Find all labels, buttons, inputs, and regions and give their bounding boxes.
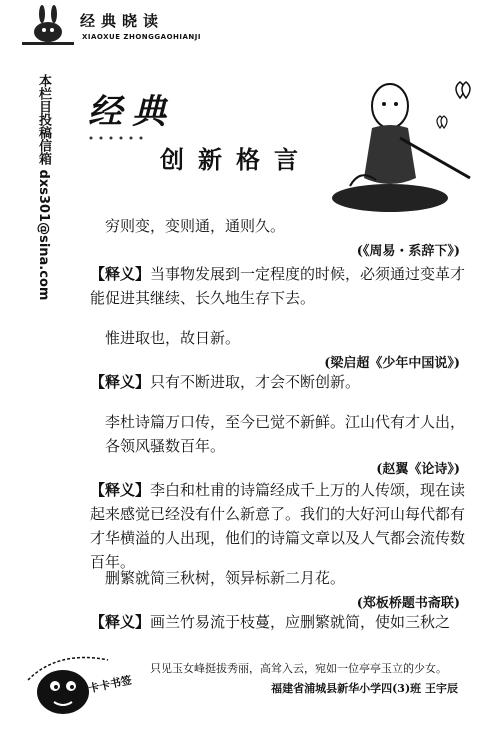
entry-4-source: (郑板桥题书斋联) [356, 596, 460, 611]
header-title: 经典晓读 [80, 12, 165, 30]
entry-3-quote: 李杜诗篇万口传，至今已觉不新鲜。江山代有才人出，各领风骚数百年。 [105, 413, 466, 455]
explain-text: 当事物发展到一定程度的时候，必须通过变革才能促进其继续、长久地生存下去。 [90, 265, 466, 307]
column-title: 经典 [88, 92, 176, 132]
scholar-illustration [320, 68, 490, 218]
header-logo [18, 4, 78, 48]
entry-4-explain [90, 610, 470, 634]
footer-caption: 只见玉女峰挺拔秀丽，高耸入云，宛如一位亭亭玉立的少女。 [150, 662, 447, 675]
scholar-icon [320, 68, 490, 218]
entry-3-source: (赵翼《论诗》) [376, 462, 460, 477]
submission-email: 本栏目投稿信箱 dxs301@sina.com [36, 74, 51, 301]
column-subtitle: 创新格言 [160, 145, 312, 174]
explain-label: 【释义】 [90, 373, 151, 391]
entry-2-quote: 惟进取也，故日新。 [105, 329, 241, 347]
explain-label: 【释义】 [90, 265, 151, 283]
header-pinyin: XIAOXUE ZHONGGAOHIANJI [82, 33, 201, 41]
explain-label: 【释义】 [90, 481, 151, 499]
entry-1-source: (《周易・系辞下》) [356, 244, 460, 259]
entry-2-explain [90, 370, 470, 394]
entry-3-explain [90, 478, 470, 574]
entry-1-quote: 穷则变，变则通，通则久。 [105, 217, 286, 235]
mascot-tag: 卡卡书签 [87, 673, 133, 696]
butterfly-icon [456, 82, 470, 98]
entry-4-quote: 删繁就简三秋树，领异标新二月花。 [105, 569, 346, 587]
rabbit-icon [18, 4, 78, 48]
explain-text: 李白和杜甫的诗篇经成千上万的人传颂，现在读起来感觉已经没有什么新意了。我们的大好河山每代都有才华横溢的人出现，他们的诗篇文章以及人气都会流传数百年。 [90, 481, 466, 571]
footer-credit: 福建省浦城县新华小学四(3)班 王宇辰 [271, 682, 458, 695]
entry-2-source: (梁启超《少年中国说》) [324, 356, 460, 371]
explain-label: 【释义】 [90, 613, 151, 631]
entry-1-explain [90, 262, 470, 310]
explain-text: 画兰竹易流于枝蔓，应删繁就简，使如三秋之 [150, 613, 451, 631]
decorative-dots [86, 128, 156, 138]
explain-text: 只有不断进取，才会不断创新。 [150, 373, 361, 391]
